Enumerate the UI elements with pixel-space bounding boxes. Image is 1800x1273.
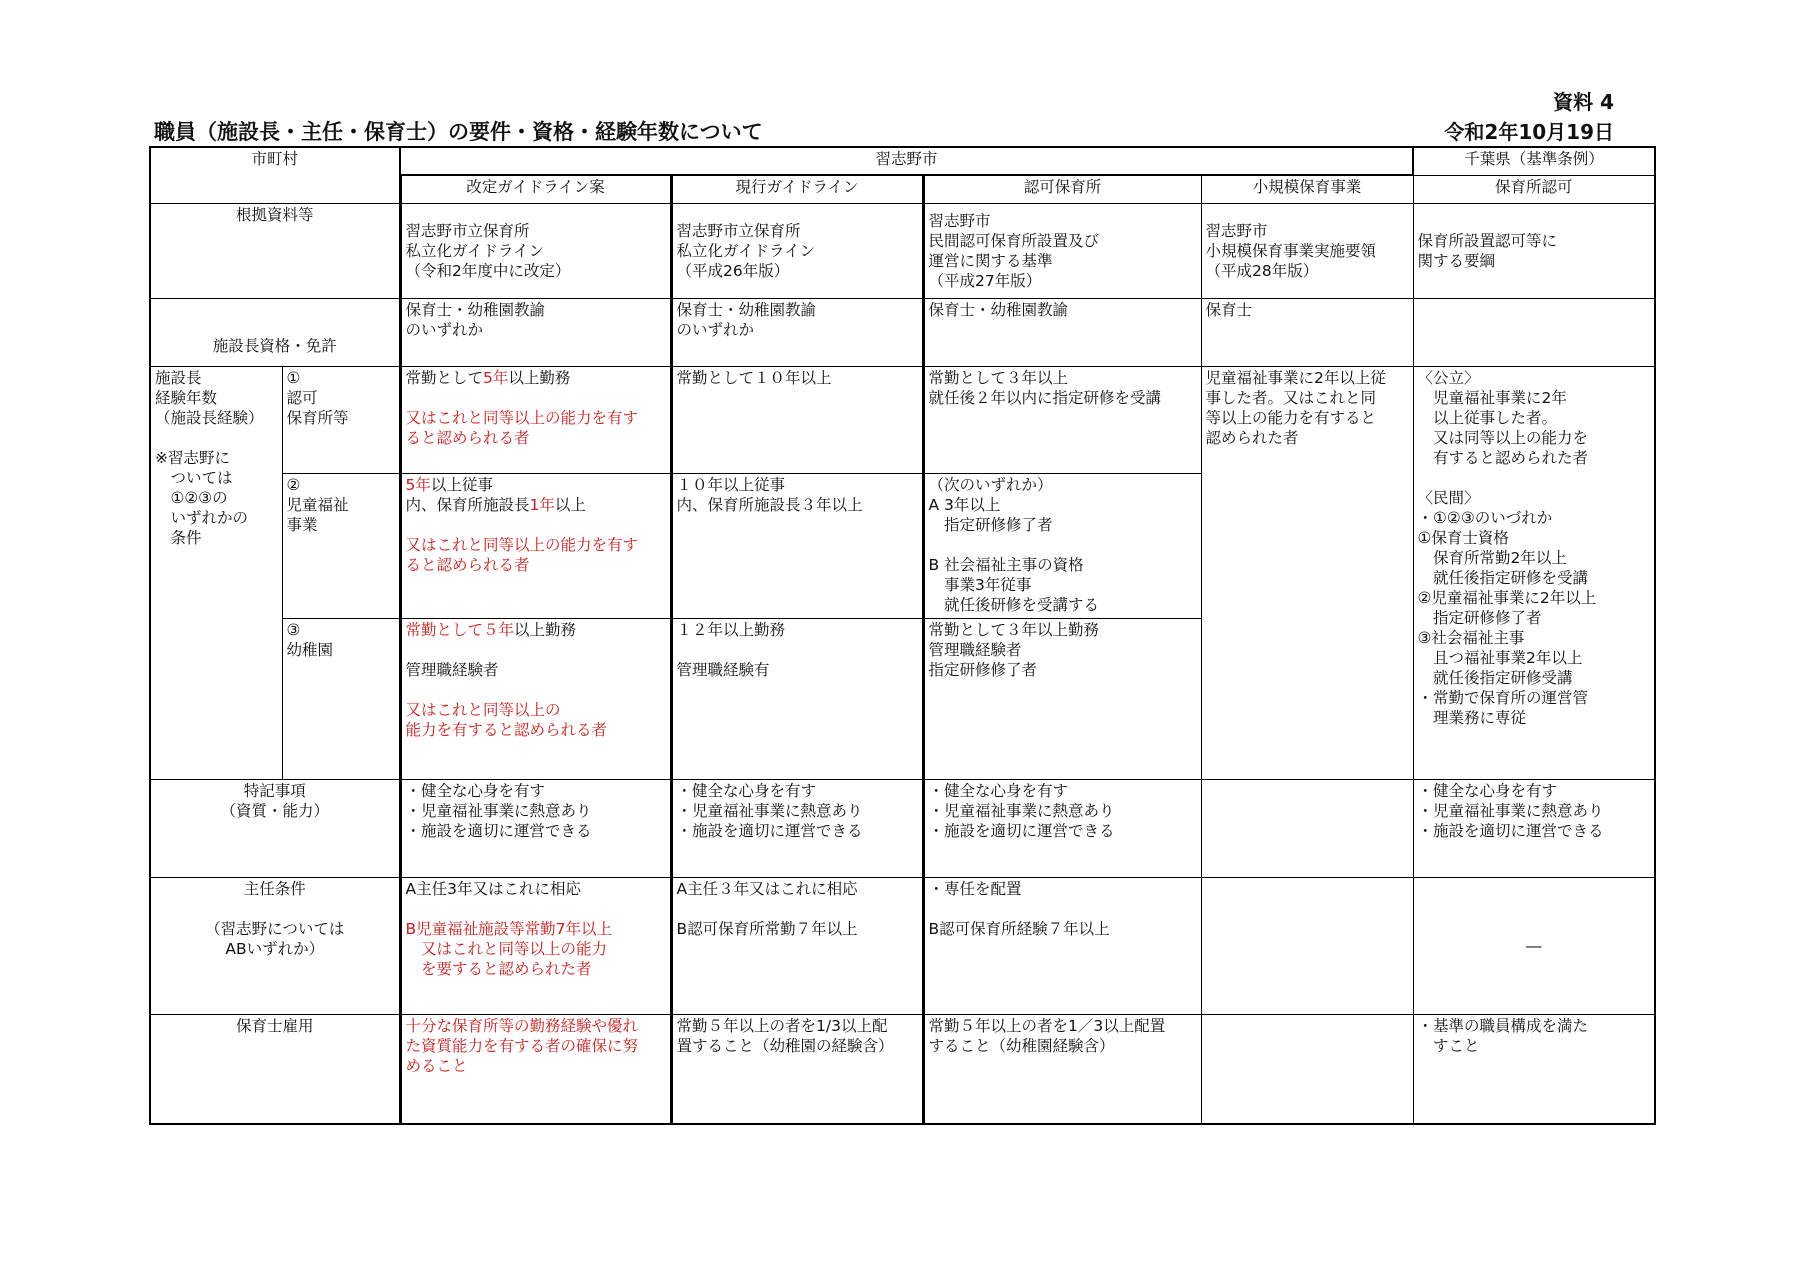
cell-exp1-licensed: 常勤として３年以上 就任後２年以内に指定研修を受講 (923, 367, 1201, 474)
cell-exp1-current: 常勤として１０年以上 (671, 367, 923, 474)
cell-special-licensed: ・健全な心身を有す ・児童福祉事業に熱意あり ・施設を適切に運営できる (923, 780, 1201, 878)
cell-chief-chiba: ― (1413, 878, 1655, 1015)
exp3-revised-fulltime: 常勤として５年 (405, 620, 515, 639)
row-label-chief: 主任条件 （習志野については ABいずれか） (150, 878, 400, 1015)
exp2-revised-years: 5年 (405, 476, 431, 495)
cell-hire-current: 常勤５年以上の者を1/3以上配 置すること（幼稚園の経験含） (671, 1015, 923, 1124)
header-chiba: 千葉県（基準条例） (1413, 147, 1655, 175)
cell-exp2-current: １０年以上従事 内、保育所施設長３年以上 (671, 474, 923, 618)
cell-hire-revised: 十分な保育所等の勤務経験や優れ た資質能力を有する者の確保に努 めること (400, 1015, 671, 1124)
cell-qual-small: 保育士 (1201, 298, 1413, 367)
cell-special-chiba: ・健全な心身を有す ・児童福祉事業に熱意あり ・施設を適切に運営できる (1413, 780, 1655, 878)
cell-qual-chiba (1413, 298, 1655, 367)
cell-special-current: ・健全な心身を有す ・児童福祉事業に熱意あり ・施設を適切に運営できる (671, 780, 923, 878)
exp3-revised-equivalent: 又はこれと同等以上の 能力を有すると認められる者 (405, 700, 608, 739)
header-narashino: 習志野市 (400, 147, 1413, 175)
cell-exp2-revised (400, 474, 671, 618)
exp1-revised-years: 5年 (483, 369, 509, 388)
exp3-revised-text-b: 管理職経験者 (405, 660, 499, 679)
header-licensed-nursery: 認可保育所 (923, 175, 1201, 203)
exp1-revised-text-a: 常勤として (405, 369, 484, 388)
header-revised-guideline: 改定ガイドライン案 (400, 175, 671, 203)
cell-exp1-revised (400, 367, 671, 474)
cell-exp-small: 児童福祉事業に2年以上従 事した者。又はこれと同 等以上の能力を有すると 認められた者 (1201, 367, 1413, 780)
exp1-revised-text-c: 以上勤務 (508, 369, 571, 388)
exp2-revised-equivalent: 又はこれと同等以上の能力を有す ると認められる者 (405, 536, 639, 575)
cell-hire-chiba: ・基準の職員構成を満た すこと (1413, 1015, 1655, 1124)
sub-label-kindergarten: ③ 幼稚園 (282, 618, 400, 779)
cell-special-revised: ・健全な心身を有す ・児童福祉事業に熱意あり ・施設を適切に運営できる (400, 780, 671, 878)
row-label-basis: 根拠資料等 (150, 204, 400, 299)
cell-basis-small: 習志野市 小規模保育事業実施要領 （平成28年版） (1201, 204, 1413, 299)
header-current-guideline: 現行ガイドライン (671, 175, 923, 203)
row-label-experience: 施設長 経験年数 （施設長経験） ※習志野に ついては ①②③の いずれかの 条件 (150, 367, 282, 780)
page-title: 職員（施設長・主任・保育士）の要件・資格・経験年数について (154, 120, 763, 144)
cell-qual-licensed: 保育士・幼稚園教諭 (923, 298, 1201, 367)
exp2-revised-text-c: 以上 (554, 496, 586, 515)
cell-qual-revised: 保育士・幼稚園教諭 のいずれか (400, 298, 671, 367)
cell-exp3-revised (400, 618, 671, 779)
document-date: 令和2年10月19日 (1444, 120, 1614, 144)
requirements-table (149, 146, 1656, 1125)
exp2-revised-head-years: 1年 (529, 496, 555, 515)
cell-basis-chiba: 保育所設置認可等に 関する要綱 (1413, 204, 1655, 299)
header-nursery-license: 保育所認可 (1413, 175, 1655, 203)
cell-qual-current: 保育士・幼稚園教諭 のいずれか (671, 298, 923, 367)
sub-label-licensed-nursery: ① 認可 保育所等 (282, 367, 400, 474)
cell-hire-small (1201, 1015, 1413, 1124)
cell-chief-revised (400, 878, 671, 1015)
exp2-revised-text-a: 以上従事 (430, 476, 493, 495)
sub-label-child-welfare: ② 児童福祉 事業 (282, 474, 400, 618)
cell-exp2-licensed: （次のいずれか） A 3年以上 指定研修修了者 B 社会福祉主事の資格 事業3年従事 就任後研修を受講する (923, 474, 1201, 618)
exp3-revised-text-a: 以上勤務 (514, 620, 577, 639)
exp2-revised-text-b: 内、保育所施設長 (405, 496, 530, 515)
exp1-revised-equivalent: 又はこれと同等以上の能力を有す ると認められる者 (405, 409, 639, 448)
cell-special-small (1201, 780, 1413, 878)
header-municipality: 市町村 (150, 147, 400, 204)
document-number: 資料 4 (1553, 90, 1614, 114)
chief-revised-b: B児童福祉施設等常勤7年以上 又はこれと同等以上の能力 を要すると認められた者 (405, 920, 613, 979)
cell-hire-licensed: 常勤５年以上の者を1／3以上配置 すること（幼稚園経験含） (923, 1015, 1201, 1124)
row-label-special-notes: 特記事項 （資質・能力） (150, 780, 400, 878)
cell-chief-small (1201, 878, 1413, 1015)
cell-exp3-current: １２年以上勤務 管理職経験有 (671, 618, 923, 779)
cell-basis-licensed: 習志野市 民間認可保育所設置及び 運営に関する基準 （平成27年版） (923, 204, 1201, 299)
row-label-nursery-hiring: 保育士雇用 (150, 1015, 400, 1124)
cell-exp3-licensed: 常勤として３年以上勤務 管理職経験者 指定研修修了者 (923, 618, 1201, 779)
cell-basis-revised: 習志野市立保育所 私立化ガイドライン （令和2年度中に改定） (400, 204, 671, 299)
cell-chief-licensed: ・専任を配置 B認可保育所経験７年以上 (923, 878, 1201, 1015)
cell-basis-current: 習志野市立保育所 私立化ガイドライン （平成26年版） (671, 204, 923, 299)
chief-revised-a: A主任3年又はこれに相応 (405, 880, 581, 899)
row-label-qualification: 施設長資格・免許 (150, 298, 400, 367)
header-small-scale: 小規模保育事業 (1201, 175, 1413, 203)
cell-exp-chiba: 〈公立〉 児童福祉事業に2年 以上従事した者。 又は同等以上の能力を 有すると認められた者 〈民間〉 ・①②③のいづれか ①保育士資格 保育所常勤2年以上 就任後指定研修を受講 ②児童福祉事業に2年以上 指定研修修了者 ③社会福祉主事 且つ福祉事業2年以上 就任後指定研修受講 ・常勤で保育所の運営管 理業務に専従 (1413, 367, 1655, 780)
cell-chief-current: A主任３年又はこれに相応 B認可保育所常勤７年以上 (671, 878, 923, 1015)
